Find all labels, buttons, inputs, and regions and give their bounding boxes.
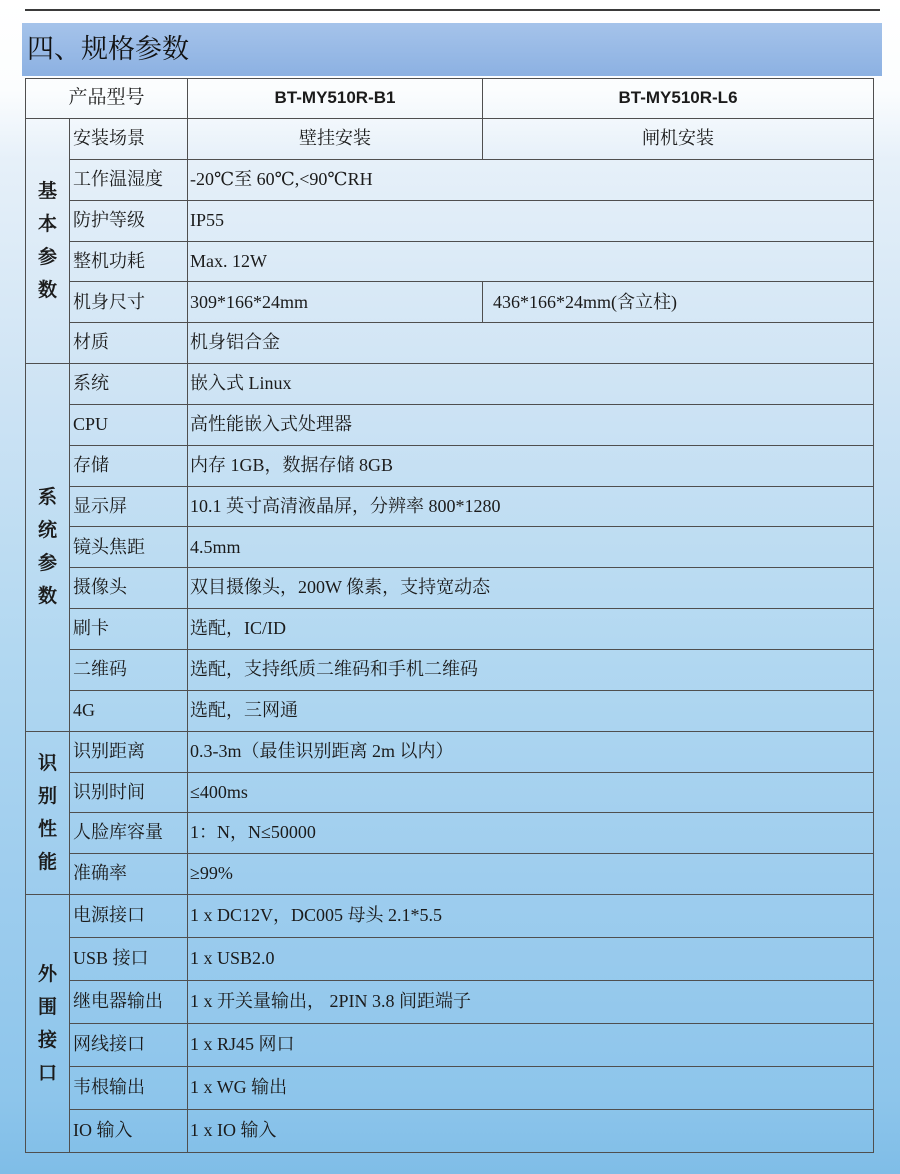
spec-value: 选配，支持纸质二维码和手机二维码 (188, 649, 874, 690)
group-label-peripheral-interfaces (26, 895, 70, 1153)
model-header-label: 产品型号 (26, 79, 188, 119)
spec-value: 1 x 开关量输出， 2PIN 3.8 间距端子 (188, 981, 874, 1024)
spec-value: 1 x WG 输出 (188, 1067, 874, 1110)
group-label-system-params (26, 364, 70, 732)
spec-label: 准确率 (70, 854, 188, 895)
spec-value: 嵌入式 Linux (188, 364, 874, 405)
row-qr-code (26, 649, 874, 690)
spec-label: 安装场景 (70, 119, 188, 160)
spec-value: 1 x RJ45 网口 (188, 1024, 874, 1067)
row-storage (26, 445, 874, 486)
row-card-reader (26, 609, 874, 650)
spec-value: Max. 12W (188, 241, 874, 282)
spec-value: 内存 1GB，数据存储 8GB (188, 445, 874, 486)
model-name-b1: BT-MY510R-B1 (188, 79, 483, 119)
section-heading-bar (22, 23, 882, 76)
spec-label: IO 输入 (70, 1110, 188, 1153)
spec-label: 存储 (70, 445, 188, 486)
spec-label: 识别距离 (70, 731, 188, 772)
spec-value: ≤400ms (188, 772, 874, 813)
spec-label: 镜头焦距 (70, 527, 188, 568)
row-usb-port (26, 938, 874, 981)
row-os (26, 364, 874, 405)
spec-label: 工作温湿度 (70, 159, 188, 200)
spec-value: -20℃至 60℃,<90℃RH (188, 159, 874, 200)
spec-label: 网线接口 (70, 1024, 188, 1067)
model-name-l6: BT-MY510R-L6 (483, 79, 874, 119)
row-io-input (26, 1110, 874, 1153)
row-wiegand-output (26, 1067, 874, 1110)
spec-label: 系统 (70, 364, 188, 405)
spec-value: 机身铝合金 (188, 323, 874, 364)
spec-value: 0.3-3m（最佳识别距离 2m 以内） (188, 731, 874, 772)
spec-value: 4.5mm (188, 527, 874, 568)
group-label-text: 基本参数 (37, 181, 57, 302)
row-protection-rating (26, 200, 874, 241)
header-row (26, 79, 874, 119)
row-camera (26, 568, 874, 609)
row-face-db-capacity (26, 813, 874, 854)
group-label-basic-params (26, 119, 70, 364)
section-title: 四、规格参数 (27, 34, 189, 64)
row-display (26, 486, 874, 527)
row-recognition-time (26, 772, 874, 813)
row-accuracy (26, 854, 874, 895)
spec-value-b1: 309*166*24mm (188, 282, 483, 323)
spec-value-l6: 闸机安装 (483, 119, 874, 160)
row-power-port (26, 895, 874, 938)
spec-label: 4G (70, 690, 188, 731)
spec-label: 继电器输出 (70, 981, 188, 1024)
spec-value: 10.1 英寸高清液晶屏，分辨率 800*1280 (188, 486, 874, 527)
spec-value: IP55 (188, 200, 874, 241)
spec-label: 刷卡 (70, 609, 188, 650)
spec-label: 机身尺寸 (70, 282, 188, 323)
spec-label: 防护等级 (70, 200, 188, 241)
spec-value: 1 x USB2.0 (188, 938, 874, 981)
spec-label: 整机功耗 (70, 241, 188, 282)
row-relay-output (26, 981, 874, 1024)
row-power-consumption (26, 241, 874, 282)
group-label-text: 外围接口 (37, 963, 57, 1084)
spec-value-b1: 壁挂安装 (188, 119, 483, 160)
top-rule (25, 9, 880, 11)
spec-label: 摄像头 (70, 568, 188, 609)
spec-label: USB 接口 (70, 938, 188, 981)
spec-label: 二维码 (70, 649, 188, 690)
row-4g (26, 690, 874, 731)
spec-label: 电源接口 (70, 895, 188, 938)
row-operating-temp-humidity (26, 159, 874, 200)
spec-table (25, 78, 874, 1153)
spec-value: 1 x IO 输入 (188, 1110, 874, 1153)
row-recognition-distance (26, 731, 874, 772)
row-dimensions (26, 282, 874, 323)
row-lens-focal-length (26, 527, 874, 568)
row-ethernet-port (26, 1024, 874, 1067)
row-install-scene (26, 119, 874, 160)
spec-value-l6: 436*166*24mm(含立柱) (483, 282, 874, 323)
spec-value: 选配，三网通 (188, 690, 874, 731)
spec-label: CPU (70, 404, 188, 445)
spec-value: 选配，IC/ID (188, 609, 874, 650)
spec-label: 材质 (70, 323, 188, 364)
spec-value: 1：N，N≤50000 (188, 813, 874, 854)
row-material (26, 323, 874, 364)
group-label-text: 系统参数 (37, 487, 57, 608)
spec-label: 韦根输出 (70, 1067, 188, 1110)
spec-label: 识别时间 (70, 772, 188, 813)
group-label-recognition-performance (26, 731, 70, 894)
spec-label: 显示屏 (70, 486, 188, 527)
row-cpu (26, 404, 874, 445)
spec-value: ≥99% (188, 854, 874, 895)
spec-value: 双目摄像头，200W 像素，支持宽动态 (188, 568, 874, 609)
spec-value: 1 x DC12V，DC005 母头 2.1*5.5 (188, 895, 874, 938)
spec-label: 人脸库容量 (70, 813, 188, 854)
group-label-text: 识别性能 (37, 752, 57, 873)
spec-value: 高性能嵌入式处理器 (188, 404, 874, 445)
